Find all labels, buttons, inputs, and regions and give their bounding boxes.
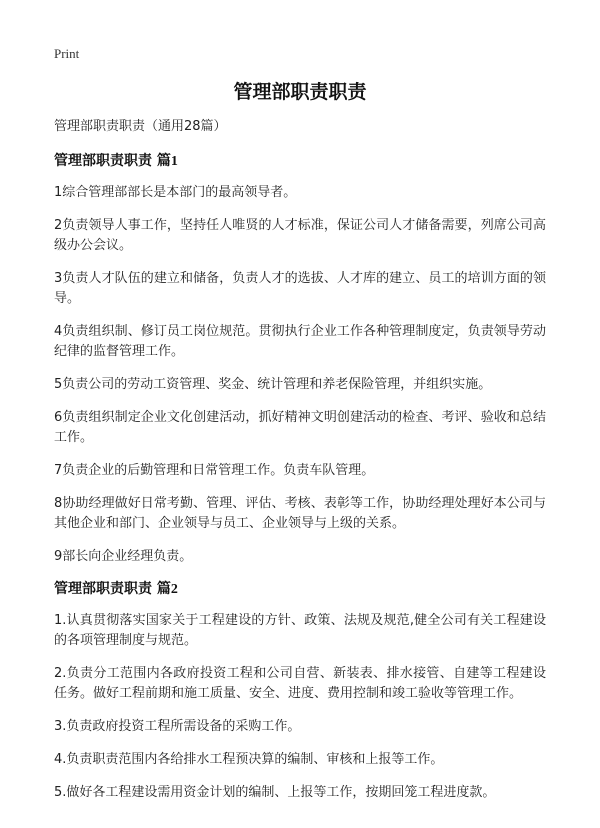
document-subtitle: 管理部职责职责（通用28篇） <box>54 119 227 134</box>
section-heading <box>54 152 546 171</box>
section-2 <box>54 580 546 803</box>
print-label: Print <box>54 46 80 61</box>
section-heading-number: 1 <box>170 154 178 169</box>
section-heading-text: 管理部职责职责 篇 <box>54 581 171 597</box>
section-heading-text: 管理部职责职责 篇 <box>54 153 171 169</box>
paragraph: 1.认真贯彻落实国家关于工程建设的方针、政策、法规及规范,健全公司有关工程建设的各项管理制度与规范。 <box>54 613 546 648</box>
paragraph: 6负责组织制定企业文化创建活动，抓好精神文明创建活动的检查、考评、验收和总结工作。 <box>54 410 546 445</box>
paragraph: 8协助经理做好日常考勤、管理、评估、考核、表彰等工作，协助经理处理好本公司与其他企业和部门、企业领导与员工、企业领导与上级的关系。 <box>54 496 546 531</box>
paragraph: 7负责企业的后勤管理和日常管理工作。负责车队管理。 <box>54 463 375 478</box>
paragraph: 4负责组织制、修订员工岗位规范。贯彻执行企业工作各种管理制度定，负责领导劳动纪律的监督管理工作。 <box>54 324 546 359</box>
paragraph: 2.负责分工范围内各政府投资工程和公司自营、新装表、排水接管、自建等工程建设任务。做好工程前期和施工质量、安全、进度、费用控制和竣工验收等管理工作。 <box>54 666 546 701</box>
paragraph: 1综合管理部部长是本部门的最高领导者。 <box>54 185 297 200</box>
paragraph: 4.负责职责范围内各给排水工程预决算的编制、审核和上报等工作。 <box>54 752 444 767</box>
paragraph: 2负责领导人事工作，坚持任人唯贤的人才标准，保证公司人才储备需要，列席公司高级办公会议。 <box>54 218 546 253</box>
document-title: 管理部职责职责 <box>233 81 367 103</box>
paragraph: 3.负责政府投资工程所需设备的采购工作。 <box>54 719 301 734</box>
paragraph: 5.做好各工程建设需用资金计划的编制、上报等工作，按期回笼工程进度款。 <box>54 785 496 800</box>
section-heading-number: 2 <box>170 582 178 597</box>
paragraph: 9部长向企业经理负责。 <box>54 549 193 564</box>
section-heading <box>54 580 546 599</box>
section-1 <box>54 152 546 567</box>
paragraph: 3负责人才队伍的建立和储备，负责人才的选拔、人才库的建立、员工的培训方面的领导。 <box>54 271 546 306</box>
paragraph: 5负责公司的劳动工资管理、奖金、统计管理和养老保险管理，并组织实施。 <box>54 377 492 392</box>
